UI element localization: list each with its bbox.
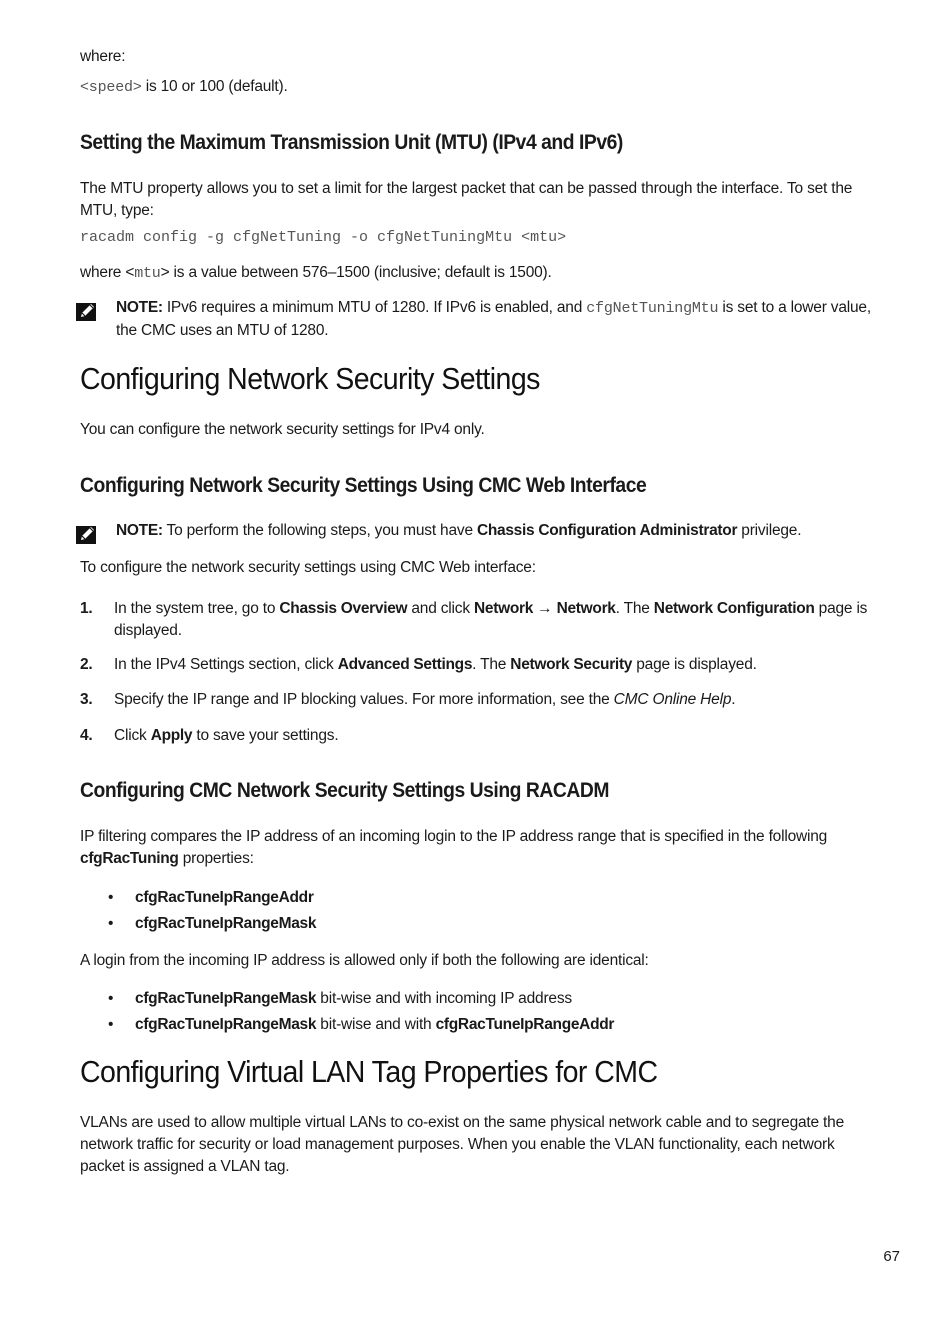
step-4 — [80, 725, 890, 749]
ui-label: Chassis Overview — [279, 600, 408, 617]
page-number: 67 — [883, 1248, 900, 1265]
step-1 — [80, 598, 890, 648]
step-text-part: Click — [114, 727, 151, 744]
step-text — [114, 654, 890, 676]
step-number: 4. — [80, 727, 93, 744]
note-label: NOTE: — [116, 522, 163, 539]
step-text-part: and click — [407, 600, 474, 617]
ui-label: Network — [474, 600, 534, 617]
list-item-text — [135, 988, 572, 1010]
step-3 — [80, 689, 890, 713]
step-number: 3. — [80, 691, 93, 708]
step-text-part: In the system tree, go to — [114, 600, 280, 617]
web-note-text — [116, 520, 801, 542]
list-text: bit-wise and with — [316, 1016, 436, 1033]
list-item — [80, 913, 890, 937]
ui-label: Apply — [150, 727, 193, 744]
ui-label: Network Security — [510, 656, 633, 673]
step-text-part: . — [731, 691, 736, 708]
ui-label: Advanced Settings — [337, 656, 473, 673]
property-group: cfgRacTuning — [80, 850, 179, 867]
note-label: NOTE: — [116, 299, 163, 316]
arrow-glyph: → — [533, 600, 557, 617]
step-text-part: page is displayed. — [114, 600, 868, 639]
ui-label: Network — [556, 600, 616, 617]
privilege-name: Chassis Configuration Administrator — [476, 522, 738, 539]
mtu-note — [80, 297, 890, 345]
step-text — [114, 689, 890, 711]
bullet-glyph: • — [108, 990, 114, 1007]
list-text: bit-wise and with incoming IP address — [316, 990, 572, 1007]
step-number: 1. — [80, 600, 93, 617]
para-text: properties: — [178, 850, 254, 867]
mtu-heading: Setting the Maximum Transmission Unit (MTU) (IPv4 and IPv6) — [80, 131, 623, 154]
note-pencil-icon — [75, 524, 99, 546]
vlan-heading: Configuring Virtual LAN Tag Properties for CMC — [80, 1054, 658, 1089]
list-item — [80, 1014, 890, 1038]
vlan-paragraph: VLANs are used to allow multiple virtual LANs to co-exist on the same physical network cable and to segregate the network traffic for security or load management purposes. When you enable the VLAN functionality, each network packet is assigned a VLAN tag. — [80, 1114, 845, 1175]
bullet-glyph: • — [108, 915, 114, 932]
step-text-part: . The — [615, 600, 654, 617]
property-name: cfgRacTuneIpRangeAddr — [135, 889, 314, 906]
step-text — [114, 725, 890, 747]
list-item-text — [135, 1014, 614, 1036]
step-text-part: page is displayed. — [632, 656, 757, 673]
list-item — [80, 887, 890, 911]
racadm-heading: Configuring CMC Network Security Settings Using RACADM — [80, 779, 610, 802]
note-text-part: To perform the following steps, you must have — [162, 522, 477, 539]
help-reference: CMC Online Help — [613, 691, 732, 708]
para-text: IP filtering compares the IP address of an incoming login to the IP address range that is specified in the following — [80, 828, 828, 845]
bullet-glyph: • — [108, 889, 114, 906]
login-paragraph: A login from the incoming IP address is allowed only if both the following are identical: — [80, 952, 649, 969]
step-2 — [80, 654, 890, 678]
note-code: cfgNetTuningMtu — [586, 300, 719, 317]
note-text-part: is set to a lower value, the CMC uses an MTU of 1280. — [116, 299, 871, 339]
note-pencil-icon — [75, 301, 99, 323]
mtu-where-post: > is a value between 576–1500 (inclusive; default is 1500). — [160, 264, 552, 281]
mtu-note-text — [116, 297, 890, 342]
property-name: cfgRacTuneIpRangeAddr — [435, 1016, 615, 1033]
speed-line — [80, 76, 288, 99]
speed-code: <speed> — [80, 79, 142, 96]
security-heading: Configuring Network Security Settings — [80, 361, 540, 396]
property-name: cfgRacTuneIpRangeMask — [135, 990, 317, 1007]
where-label: where: — [80, 48, 126, 65]
property-name: cfgRacTuneIpRangeMask — [135, 1016, 317, 1033]
note-text-part: IPv6 requires a minimum MTU of 1280. If IPv6 is enabled, and — [162, 299, 587, 316]
speed-text: is 10 or 100 (default). — [141, 78, 288, 95]
list-item — [80, 988, 890, 1012]
web-heading: Configuring Network Security Settings Using CMC Web Interface — [80, 474, 647, 497]
mtu-command: racadm config -g cfgNetTuning -o cfgNetTuningMtu <mtu> — [80, 229, 567, 246]
ui-label: Network Configuration — [653, 600, 815, 617]
property-name: cfgRacTuneIpRangeMask — [135, 915, 317, 932]
web-intro: To configure the network security settings using CMC Web interface: — [80, 559, 536, 576]
step-text-part: Specify the IP range and IP blocking values. For more information, see the — [114, 691, 614, 708]
step-text-part: to save your settings. — [192, 727, 339, 744]
mtu-where-pre: where < — [80, 264, 135, 281]
step-text-part: . The — [472, 656, 511, 673]
security-paragraph: You can configure the network security settings for IPv4 only. — [80, 421, 485, 438]
mtu-where — [80, 262, 552, 285]
mtu-where-code: mtu — [134, 265, 161, 282]
step-number: 2. — [80, 656, 93, 673]
racadm-paragraph — [80, 826, 880, 870]
mtu-paragraph: The MTU property allows you to set a limit for the largest packet that can be passed through the interface. To set the MTU, type: — [80, 180, 853, 219]
web-note — [80, 520, 890, 546]
step-text — [114, 598, 890, 642]
note-text-part: privilege. — [737, 522, 802, 539]
bullet-glyph: • — [108, 1016, 114, 1033]
step-text-part: In the IPv4 Settings section, click — [114, 656, 338, 673]
